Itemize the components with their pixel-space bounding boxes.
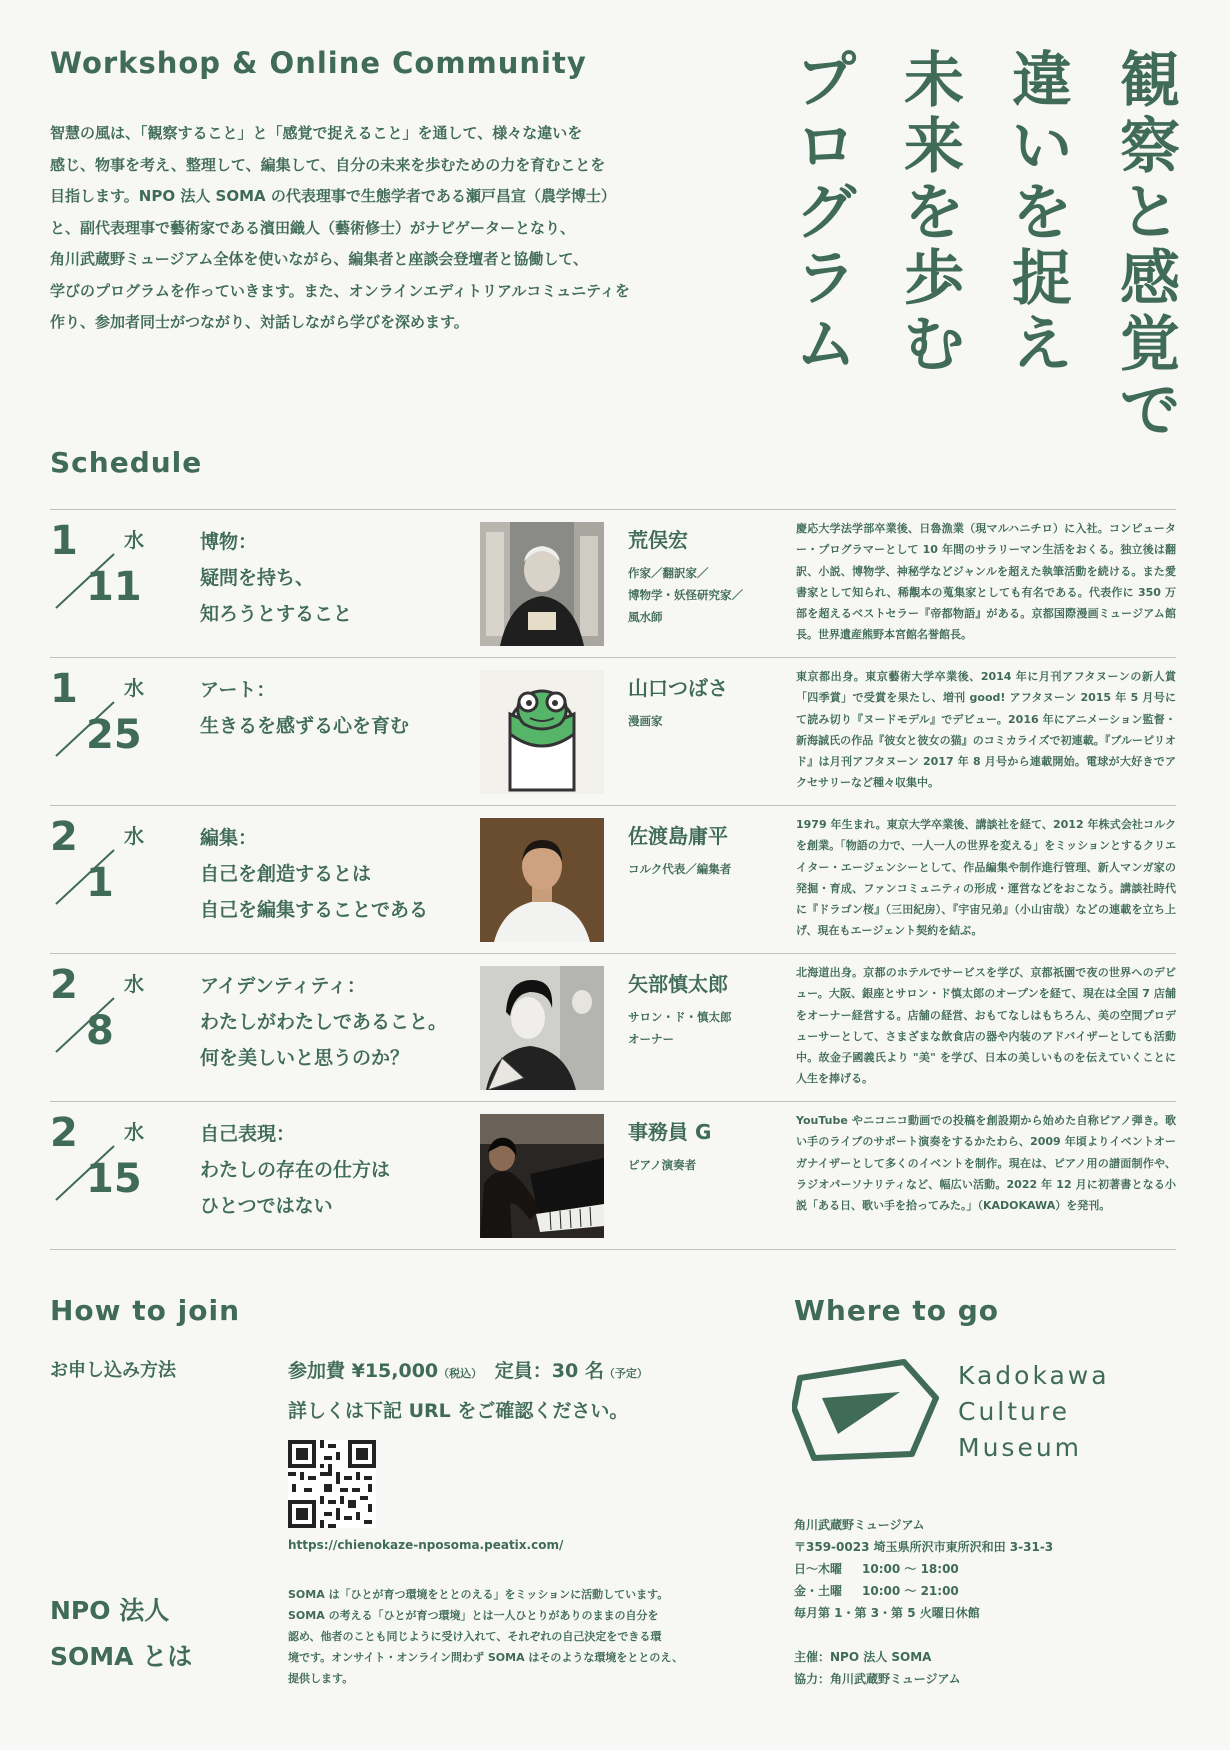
about-heading-line: SOMA とは — [50, 1642, 193, 1671]
vertical-title-column-2 — [1010, 48, 1074, 378]
role-line: オーナー — [628, 1032, 674, 1046]
date-weekday: 水 — [124, 528, 144, 552]
speaker-photo — [480, 522, 604, 646]
speaker-name: 佐渡島庸平 — [628, 824, 728, 848]
vertical-title-char: 捉 — [1012, 244, 1072, 314]
vertical-title-char: ロ — [796, 112, 856, 182]
vertical-title-char: で — [1120, 376, 1180, 446]
session-date — [50, 806, 200, 954]
role-line: ピアノ演奏者 — [628, 1158, 697, 1172]
date-month: 1 — [50, 666, 78, 712]
date-month: 2 — [50, 814, 78, 860]
speaker-bio: 北海道出身。京都のホテルでサービスを学び、京都祇園で夜の世界へのデビュー。大阪、銀座とサロン・ド慎太郎のオープンを経て、現在は全国 7 店舗をオーナー経営する。店舗の経営、おもてなしはもちろん、美の空間プロデューサーとして、さまざまな飲食店の器や内装のアドバイザーとしても活動中。故金子國義氏より "美" を学び、日本の美しいものを伝えていくことに人生を捧げる。 — [796, 966, 1176, 1086]
vertical-title-char: い — [1012, 112, 1072, 182]
about-heading — [50, 1588, 192, 1680]
intro-line: 角川武蔵野ミュージアム全体を使いながら、編集者と座談会登壇者と協働して、 — [50, 250, 589, 268]
topic-line: 自己表現： — [200, 1123, 296, 1145]
speaker-name: 矢部慎太郎 — [628, 972, 728, 996]
hours-row — [794, 1580, 1194, 1602]
vertical-title-char: 違 — [1012, 46, 1072, 116]
hours-row — [794, 1558, 1194, 1580]
date-day: 1 — [86, 860, 114, 906]
about-line: SOMA は「ひとが育つ環境をととのえる」をミッションに活動しています。 — [288, 1588, 669, 1601]
museum-logo-icon — [792, 1358, 942, 1462]
speaker-bio: 慶応大学法学部卒業後、日魯漁業（現マルハニチロ）に入社。コンピューター・プログラマーとして 10 年間のサラリーマン生活をおくる。独立後は翻訳、小説、博物学、神秘学などジャンルを超えた執筆活動を続ける。また愛書家として知られ、稀覯本の蒐集家としても有名である。代表作に 350 万部を超えるベストセラー『帝都物語』がある。京都国際漫画ミュージアム館長。世界遺産熊野本宮館名誉館長。 — [796, 522, 1176, 642]
logo-line: Kadokawa — [958, 1361, 1110, 1390]
about-line: SOMA の考える「ひとが育つ環境」とは一人ひとりがありのままの自分を — [288, 1609, 659, 1622]
topic-line: 自己を編集することである — [200, 899, 429, 921]
speaker-name: 山口つばさ — [628, 676, 728, 700]
role-line: 風水師 — [628, 610, 663, 624]
vertical-title-char: プ — [796, 46, 856, 116]
vertical-title-char: え — [1012, 310, 1072, 380]
speaker-photo — [480, 1114, 604, 1238]
vertical-title-char: グ — [796, 178, 856, 248]
topic-line: 博物： — [200, 531, 258, 553]
application-method-label: お申し込み方法 — [50, 1360, 176, 1381]
capacity-note: （予定） — [603, 1367, 648, 1380]
speaker-bio: YouTube やニコニコ動画での投稿を創設期から始めた自称ピアノ弾き。歌い手のライブのサポート演奏をするかたわら、2009 年頃よりイベントオーガナイザーとして多くのイベントを制作。現在は、ピアノ用の譜面制作や、ラジオパーソナリティなど、幅広い活動。2022 年 12 月に初著書となる小説「ある日、歌い手を拾ってみた。」（KADOKAWA）を発刊。 — [796, 1114, 1176, 1213]
role-line: コルク代表／編集者 — [628, 862, 732, 876]
session-date — [50, 1102, 200, 1250]
topic-line: わたしの存在の仕方は — [200, 1159, 391, 1181]
speaker-name: 事務員 G — [628, 1120, 712, 1144]
vertical-title-char: 来 — [904, 112, 964, 182]
date-weekday: 水 — [124, 676, 144, 700]
date-weekday: 水 — [124, 1120, 144, 1144]
cooperation: 協力：角川武蔵野ミュージアム — [794, 1672, 961, 1686]
hours-days: 日～木曜 — [794, 1562, 843, 1576]
intro-line: 作り、参加者同士がつながり、対話しながら学びを深めます。 — [50, 313, 469, 331]
vertical-title-column-3 — [902, 48, 966, 378]
hours-days: 金・土曜 — [794, 1584, 843, 1598]
session-topic — [200, 968, 447, 1076]
vertical-title-char: 歩 — [904, 244, 964, 314]
about-line: 提供します。 — [288, 1672, 354, 1685]
date-month: 2 — [50, 1110, 78, 1156]
speaker-role — [628, 710, 663, 732]
fee-tax: （税込） — [438, 1367, 483, 1380]
session-topic — [200, 820, 428, 928]
vertical-title-char: 察 — [1120, 112, 1180, 182]
venue-name: 角川武蔵野ミュージアム — [794, 1518, 925, 1532]
about-text — [288, 1584, 708, 1689]
vertical-title-char: ラ — [796, 244, 856, 314]
schedule-row — [50, 658, 1176, 806]
closed-days: 毎月第 1・第 3・第 5 火曜日休館 — [794, 1606, 980, 1620]
vertical-title-char: を — [904, 178, 964, 248]
signup-url[interactable]: https://chienokaze-nposoma.peatix.com/ — [288, 1538, 564, 1552]
intro-line: 目指します。NPO 法人 SOMA の代表理事で生態学者である瀬戸昌宣（農学博士） — [50, 187, 616, 205]
schedule-heading: Schedule — [50, 446, 203, 479]
page-title: Workshop & Online Community — [50, 46, 587, 80]
intro-line: 学びのプログラムを作っていきます。また、オンラインエディトリアルコミュニティを — [50, 281, 630, 300]
logo-line: Culture — [958, 1397, 1071, 1426]
vertical-title-char: を — [1012, 178, 1072, 248]
museum-logo — [792, 1352, 1132, 1464]
date-weekday: 水 — [124, 824, 144, 848]
speaker-photo — [480, 818, 604, 942]
session-date — [50, 954, 200, 1102]
speaker-photo — [480, 966, 604, 1090]
venue-info — [794, 1514, 1194, 1690]
speaker-role — [628, 1154, 696, 1176]
schedule-row — [50, 954, 1176, 1102]
organizer: 主催：NPO 法人 SOMA — [794, 1650, 932, 1664]
vertical-title-char: と — [1120, 178, 1180, 248]
intro-text — [50, 118, 730, 339]
topic-line: アイデンティティ： — [200, 975, 366, 997]
role-line: サロン・ド・慎太郎 — [628, 1010, 732, 1024]
speaker-bio: 1979 年生まれ。東京大学卒業後、講談社を経て、2012 年株式会社コルクを創業。「物語の力で、一人一人の世界を変える」をミッションとするクリエイター・エージェンシーとして、作品編集や制作進行管理、新人マンガ家の発掘・育成、ファンコミュニティの形成・運営などをおこなう。講談社時代に『ドラゴン桜』（三田紀房）、『宇宙兄弟』（小山宙哉）などの連載を立ち上げ、現在もエージェント契約を結ぶ。 — [796, 818, 1176, 938]
session-topic — [200, 672, 409, 744]
date-month: 2 — [50, 962, 78, 1008]
vertical-title-char: 未 — [904, 46, 964, 116]
vertical-title-char: 感 — [1120, 244, 1180, 314]
schedule-row — [50, 1102, 1176, 1250]
session-topic — [200, 524, 352, 632]
topic-line: 何を美しいと思うのか？ — [200, 1047, 410, 1069]
topic-line: 知ろうとすること — [200, 603, 353, 625]
where-to-go-heading: Where to go — [794, 1294, 1000, 1327]
schedule-row — [50, 806, 1176, 954]
date-day: 11 — [86, 564, 142, 610]
intro-line: 智慧の風は、「観察すること」と「感覚で捉えること」を通して、様々な違いを — [50, 124, 583, 142]
qr-code[interactable] — [288, 1440, 376, 1528]
capacity: 定員：30 名 — [494, 1360, 604, 1382]
vertical-title-char: ム — [796, 310, 856, 380]
how-to-join-heading: How to join — [50, 1294, 241, 1327]
session-date — [50, 658, 200, 806]
intro-line: と、副代表理事で藝術家である濱田織人（藝術修士）がナビゲーターとなり、 — [50, 218, 576, 237]
vertical-title-char: 観 — [1120, 46, 1180, 116]
about-line: 認め、他者のことも同じように受け入れて、それぞれの自己決定をできる環 — [288, 1630, 662, 1643]
date-day: 8 — [86, 1008, 114, 1054]
date-month: 1 — [50, 518, 78, 564]
date-day: 25 — [86, 712, 142, 758]
hours-time: 10:00 ～ 21:00 — [862, 1584, 959, 1598]
intro-line: 感じ、物事を考え、整理して、編集して、自分の未来を歩むための力を育むことを — [50, 155, 606, 174]
topic-line: 自己を創造するとは — [200, 863, 372, 885]
vertical-title-column-1 — [1118, 48, 1182, 444]
topic-line: アート： — [200, 679, 276, 701]
vertical-title-char: 覚 — [1120, 310, 1180, 380]
speaker-name: 荒俣宏 — [628, 528, 688, 552]
logo-line: Museum — [958, 1433, 1083, 1462]
topic-line: 編集： — [200, 827, 258, 849]
speaker-role — [628, 1006, 732, 1050]
fee: 参加費 ¥15,000 — [288, 1360, 439, 1382]
fee-line — [288, 1356, 648, 1383]
role-line: 漫画家 — [628, 714, 663, 728]
session-topic — [200, 1116, 390, 1224]
speaker-photo — [480, 670, 604, 794]
topic-line: わたしがわたしであること。 — [200, 1011, 448, 1033]
role-line: 作家／翻訳家／ — [628, 566, 709, 580]
vertical-title-char: む — [904, 310, 964, 380]
date-weekday: 水 — [124, 972, 144, 996]
vertical-title-column-4 — [794, 48, 858, 378]
session-date — [50, 510, 200, 658]
speaker-bio: 東京都出身。東京藝術大学卒業後、2014 年に月刊アフタヌーンの新人賞「四季賞」で受賞を果たし、増刊 good! アフタヌーン 2015 年 5 月号にて読み切り『ヌードモデル』でデビュー。2016 年にアニメーション監督・新海誠氏の作品『彼女と彼女の猫』のコミカライズで初連載。『ブルーピリオド』は月刊アフタヌーン 2017 年 8 月号から連載開始。電球が大好きでアクセサリーなど種々収集中。 — [796, 670, 1176, 790]
topic-line: ひとつではない — [200, 1195, 333, 1217]
about-line: 境です。オンサイト・オンライン問わず SOMA はそのような環境をととのえ、 — [288, 1651, 684, 1664]
about-heading-line: NPO 法人 — [50, 1596, 170, 1625]
museum-logo-text — [958, 1358, 1110, 1466]
speaker-role — [628, 858, 731, 880]
venue-address: 〒359-0023 埼玉県所沢市東所沢和田 3-31-3 — [794, 1540, 1054, 1554]
schedule-row — [50, 510, 1176, 658]
detail-note: 詳しくは下記 URL をご確認ください。 — [288, 1400, 629, 1422]
role-line: 博物学・妖怪研究家／ — [628, 588, 743, 602]
date-day: 15 — [86, 1156, 142, 1202]
speaker-role — [628, 562, 743, 628]
topic-line: 生きるを感ずる心を育む — [200, 715, 410, 737]
hours-time: 10:00 ～ 18:00 — [862, 1562, 959, 1576]
topic-line: 疑問を持ち、 — [200, 567, 315, 589]
